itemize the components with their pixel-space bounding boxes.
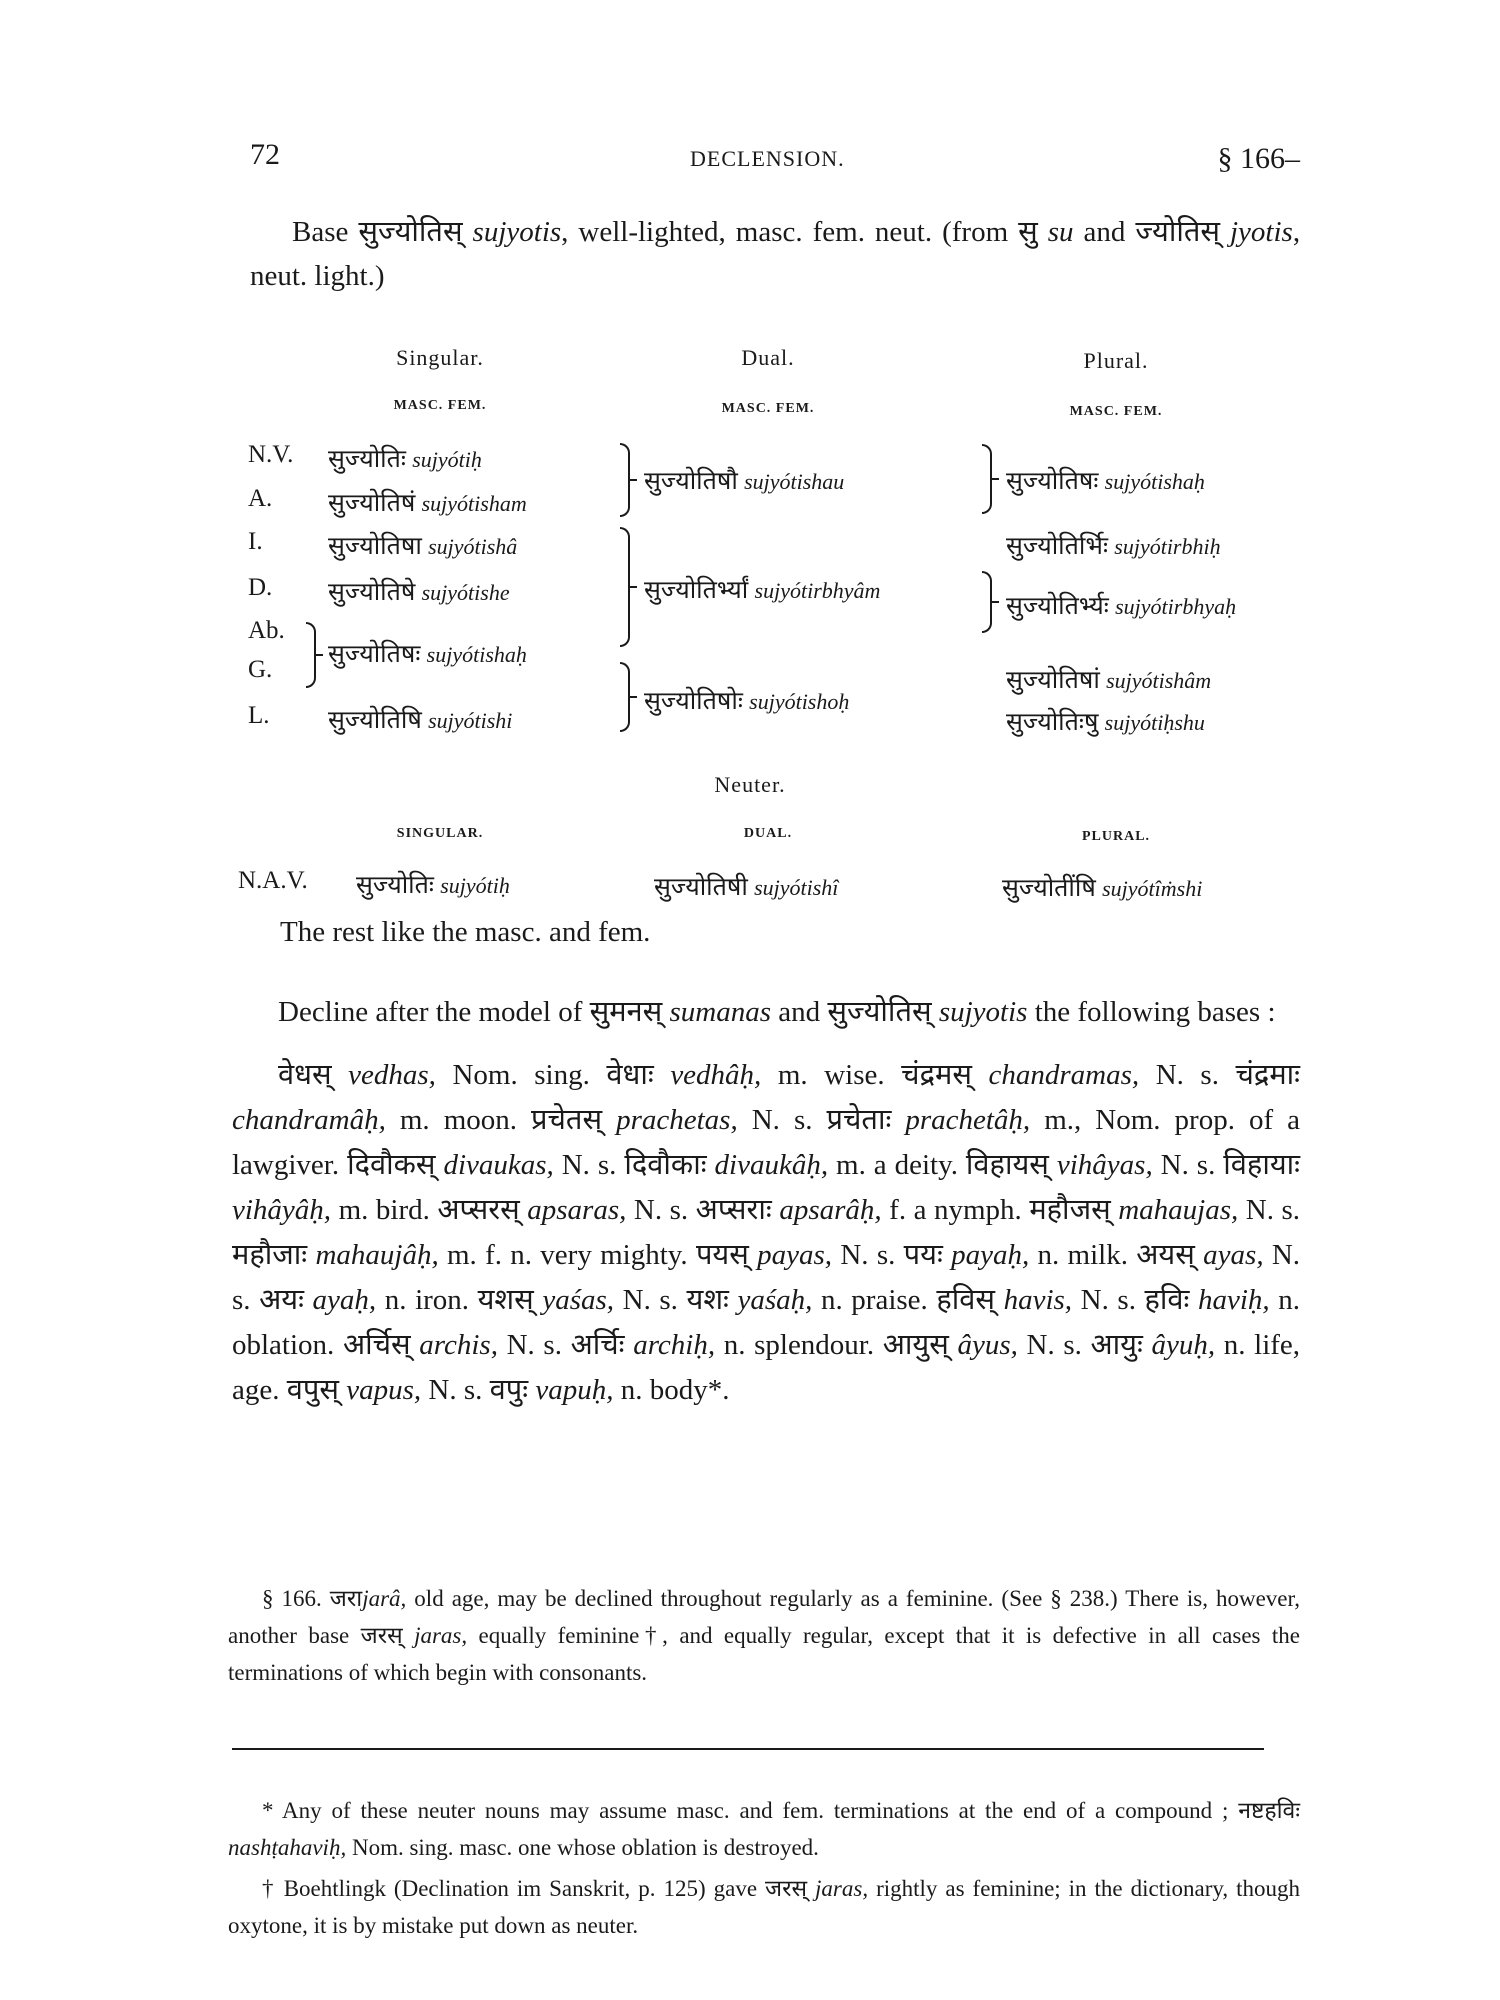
- transliteration: yaśaḥ,: [737, 1284, 813, 1316]
- transliteration: chandramâḥ,: [232, 1104, 386, 1136]
- running-head-title: DECLENSION.: [690, 146, 845, 171]
- text-run: [1195, 1239, 1203, 1271]
- text-run: [749, 1239, 757, 1271]
- transliteration: vedhas,: [348, 1059, 436, 1091]
- decline-bases-list: [232, 1053, 1300, 1413]
- neuter-form: सुज्योतिषी sujyótishî: [654, 874, 839, 901]
- text-run: नष्टहविः: [1238, 1798, 1300, 1823]
- text-run: आयुस्: [882, 1329, 949, 1361]
- text-run: N. s.: [232, 1239, 1301, 1316]
- transliteration: apsaras,: [527, 1194, 627, 1226]
- text-run: [807, 1876, 815, 1901]
- brace-pl-dab: [982, 571, 992, 633]
- text-run: N. s.: [1152, 1149, 1224, 1181]
- text-run: † Boehtlingk (Declination im Sanskrit, p. 125) gave: [262, 1876, 766, 1901]
- transliteration: divaukâḥ,: [714, 1149, 829, 1181]
- transliteration: mahaujâḥ,: [315, 1239, 439, 1271]
- transliteration: haviḥ,: [1198, 1284, 1270, 1316]
- text-run: n. body*.: [613, 1374, 730, 1406]
- text-run: चंद्रमस्: [901, 1059, 972, 1091]
- subhead-dual: MASC. FEM.: [721, 401, 815, 416]
- text-run: Nom. sing.: [435, 1059, 607, 1091]
- text-run: Nom. sing. masc. one whose oblation is destroyed.: [346, 1835, 819, 1860]
- neuter-head-singular: SINGULAR.: [396, 826, 484, 841]
- text-run: यशस्: [477, 1284, 534, 1316]
- text-run: सुमनस्: [589, 996, 663, 1028]
- du-form: सुज्योतिषोः sujyótishoḥ: [644, 688, 850, 715]
- text-run: दिवौकाः: [624, 1149, 707, 1181]
- text-run: वपुस्: [286, 1374, 339, 1406]
- text-run: अर्चिस्: [342, 1329, 411, 1361]
- brace-pl-nva: [982, 444, 992, 514]
- text-run: n. iron.: [376, 1284, 478, 1316]
- text-run: [1143, 1329, 1152, 1361]
- pl-form: सुज्योतिर्भिः sujyótirbhiḥ: [1006, 533, 1221, 560]
- text-run: [304, 1284, 313, 1316]
- text-run: [1049, 1149, 1057, 1181]
- case-label: G.: [248, 656, 273, 683]
- text-run: N. s.: [497, 1329, 571, 1361]
- text-run: m., Nom. prop. of a lawgiver.: [232, 1104, 1300, 1181]
- text-run: जरस्: [765, 1876, 808, 1901]
- text-run: महौजस्: [1029, 1194, 1111, 1226]
- neuter-head-plural: PLURAL.: [1081, 829, 1151, 844]
- transliteration: prachetas,: [616, 1104, 738, 1136]
- text-run: n. oblation.: [232, 1284, 1301, 1361]
- transliteration: ayaḥ,: [312, 1284, 377, 1316]
- transliteration: jarâ,: [362, 1586, 407, 1611]
- text-run: N. s.: [614, 1284, 687, 1316]
- text-run: Decline after the model of: [278, 996, 590, 1028]
- subhead-plural: MASC. FEM.: [1069, 404, 1163, 419]
- case-label: N.V.: [248, 441, 294, 468]
- text-run: महौजाः: [232, 1239, 308, 1271]
- transliteration: ayas,: [1203, 1239, 1264, 1271]
- text-run: n. milk.: [1029, 1239, 1137, 1271]
- case-label: A.: [248, 485, 273, 512]
- transliteration: prachetâḥ,: [905, 1104, 1031, 1136]
- transliteration: archis,: [419, 1329, 498, 1361]
- transliteration: jaras,: [815, 1876, 869, 1901]
- text-run: पयः: [903, 1239, 943, 1271]
- text-run: m. wise.: [761, 1059, 902, 1091]
- transliteration: vihâyas,: [1056, 1149, 1153, 1181]
- text-run: जरा: [329, 1586, 363, 1611]
- transliteration: payaḥ,: [951, 1239, 1030, 1271]
- text-run: विहायस्: [965, 1149, 1049, 1181]
- text-run: N. s.: [1072, 1284, 1145, 1316]
- text-run: f. a nymph.: [881, 1194, 1030, 1226]
- section-166-note: [228, 1580, 1300, 1691]
- text-run: m. bird.: [331, 1194, 438, 1226]
- text-run: m. a deity.: [828, 1149, 966, 1181]
- text-run: [1189, 1284, 1198, 1316]
- text-run: [707, 1149, 715, 1181]
- transliteration: archiḥ,: [633, 1329, 716, 1361]
- text-run: जरस्: [360, 1623, 403, 1648]
- neuter-form: सुज्योतींषि sujyótîṁshi: [1002, 875, 1203, 902]
- text-run: n. praise.: [812, 1284, 937, 1316]
- text-run: सुज्योतिस्: [827, 996, 932, 1028]
- text-run: n. life, age.: [232, 1329, 1301, 1406]
- text-run: old age, may be declined throughout regularly as a feminine. (See § 238.) There is, however, another base: [228, 1586, 1301, 1648]
- sg-form: सुज्योतिषे sujyótishe: [328, 579, 510, 606]
- text-run: चंद्रमाः: [1235, 1059, 1301, 1091]
- text-run: अयः: [259, 1284, 304, 1316]
- footnotes: [228, 1792, 1300, 1948]
- text-run: N. s.: [421, 1374, 490, 1406]
- text-run: [995, 1284, 1004, 1316]
- text-run: दिवौकस्: [347, 1149, 436, 1181]
- transliteration: vihâyâḥ,: [232, 1194, 332, 1226]
- text-run: आयुः: [1090, 1329, 1143, 1361]
- text-run: [403, 1623, 414, 1648]
- text-run: rightly as feminine; in the dictionary, though oxytone, it is by mistake put down as neuter.: [228, 1876, 1300, 1938]
- neuter-title: Neuter.: [714, 772, 786, 797]
- text-run: [972, 1059, 989, 1091]
- footnote-rule: [232, 1748, 1264, 1750]
- text-run: N. s.: [832, 1239, 904, 1271]
- text-run: वपुः: [489, 1374, 529, 1406]
- sg-form: सुज्योतिषि sujyótishi: [328, 707, 513, 734]
- section-number: § 166–: [1217, 142, 1300, 175]
- neuter-head-dual: DUAL.: [743, 826, 793, 841]
- text-run: [662, 996, 669, 1028]
- text-run: [891, 1104, 905, 1136]
- du-form: सुज्योतिर्भ्यां sujyótirbhyâm: [644, 577, 881, 604]
- text-run: वेधस्: [278, 1059, 332, 1091]
- transliteration: yaśas,: [542, 1284, 615, 1316]
- transliteration: havis,: [1003, 1284, 1073, 1316]
- sg-form: सुज्योतिषं sujyótisham: [328, 490, 527, 517]
- text-run: अयस्: [1136, 1239, 1195, 1271]
- text-run: [602, 1104, 616, 1136]
- text-run: [332, 1059, 349, 1091]
- case-label: N.A.V.: [238, 867, 308, 894]
- text-run: अप्सराः: [695, 1194, 772, 1226]
- transliteration: vapus,: [346, 1374, 422, 1406]
- text-run: वेधाः: [606, 1059, 654, 1091]
- transliteration: payas,: [757, 1239, 833, 1271]
- text-run: यशः: [686, 1284, 729, 1316]
- sg-form: सुज्योतिषः sujyótishaḥ: [328, 641, 527, 668]
- text-run: equally feminine†, and equally regular, except that it is defective in all cases the terminations of which begin with consonants.: [228, 1623, 1300, 1685]
- transliteration: âyus,: [957, 1329, 1018, 1361]
- transliteration: vapuḥ,: [535, 1374, 614, 1406]
- text-run: प्रचेताः: [826, 1104, 892, 1136]
- transliteration: sujyotis: [938, 996, 1028, 1028]
- decline-section: [232, 990, 1300, 1431]
- pl-form: सुज्योतिर्भ्यः sujyótirbhyaḥ: [1006, 593, 1237, 620]
- text-run: N. s.: [1139, 1059, 1236, 1091]
- text-run: and: [771, 996, 828, 1028]
- text-run: पयस्: [695, 1239, 749, 1271]
- text-run: n. splendour.: [715, 1329, 883, 1361]
- pl-form: सुज्योतिषां sujyótishâm: [1006, 667, 1212, 694]
- text-run: [932, 996, 939, 1028]
- sg-form: सुज्योतिः sujyótiḥ: [328, 446, 482, 473]
- text-run: m. moon.: [385, 1104, 532, 1136]
- du-form: सुज्योतिषौ sujyótishau: [644, 468, 845, 495]
- text-run: [411, 1329, 420, 1361]
- case-label: L.: [248, 702, 270, 729]
- text-run: विहायाः: [1223, 1149, 1301, 1181]
- footnote-dagger: [228, 1870, 1300, 1944]
- text-run: § 166.: [262, 1586, 330, 1611]
- text-run: अर्चिः: [570, 1329, 625, 1361]
- text-run: हविः: [1144, 1284, 1190, 1316]
- transliteration: chandramas,: [988, 1059, 1140, 1091]
- rest-note: The rest like the masc. and fem.: [280, 916, 651, 948]
- col-head-singular: Singular.: [396, 345, 484, 370]
- col-head-plural: Plural.: [1083, 348, 1149, 373]
- brace-du-nva: [620, 443, 630, 517]
- text-run: N. s.: [737, 1104, 827, 1136]
- text-run: [943, 1239, 951, 1271]
- brace-du-gl: [620, 662, 630, 732]
- sg-form: सुज्योतिषा sujyótishâ: [328, 533, 518, 560]
- text-run: [654, 1059, 671, 1091]
- subhead-singular: MASC. FEM.: [393, 398, 487, 413]
- transliteration: sumanas: [669, 996, 772, 1028]
- running-header: [250, 138, 1300, 188]
- text-run: * Any of these neuter nouns may assume masc. and fem. terminations at the end of a compound ;: [262, 1798, 1239, 1823]
- transliteration: âyuḥ,: [1151, 1329, 1216, 1361]
- pl-form: सुज्योतिःषु sujyótiḥshu: [1006, 709, 1205, 736]
- transliteration: jaras,: [414, 1623, 468, 1648]
- footnote-asterisk: [228, 1792, 1300, 1866]
- text-run: N. s.: [553, 1149, 625, 1181]
- brace-du-ida: [620, 527, 630, 647]
- transliteration: apsarâḥ,: [779, 1194, 882, 1226]
- text-run: m. f. n. very mighty.: [438, 1239, 696, 1271]
- text-run: [625, 1329, 634, 1361]
- case-label: D.: [248, 574, 273, 601]
- text-run: N. s.: [626, 1194, 696, 1226]
- text-run: N. s.: [1238, 1194, 1301, 1226]
- page-number: 72: [250, 138, 280, 171]
- transliteration: divaukas,: [443, 1149, 554, 1181]
- neuter-form: सुज्योतिः sujyótiḥ: [356, 872, 510, 899]
- case-label: Ab.: [248, 617, 285, 644]
- transliteration: mahaujas,: [1118, 1194, 1239, 1226]
- text-run: हविस्: [936, 1284, 996, 1316]
- text-run: N. s.: [1017, 1329, 1091, 1361]
- base-intro: Base सुज्योतिस् sujyotis, well-lighted, masc. fem. neut. (from सु su and ज्योतिस् jyotis, neut. light.): [250, 216, 1301, 292]
- pl-form: सुज्योतिषः sujyótishaḥ: [1006, 468, 1205, 495]
- brace-sg-ab-g: [306, 622, 316, 688]
- case-label: I.: [248, 528, 263, 555]
- decline-instruction: [232, 990, 1300, 1035]
- text-run: अप्सरस्: [437, 1194, 520, 1226]
- col-head-dual: Dual.: [741, 345, 795, 370]
- transliteration: nashṭahaviḥ,: [228, 1835, 347, 1860]
- transliteration: vedhâḥ,: [670, 1059, 762, 1091]
- text-run: the following bases :: [1027, 996, 1276, 1028]
- text-run: प्रचेतस्: [531, 1104, 603, 1136]
